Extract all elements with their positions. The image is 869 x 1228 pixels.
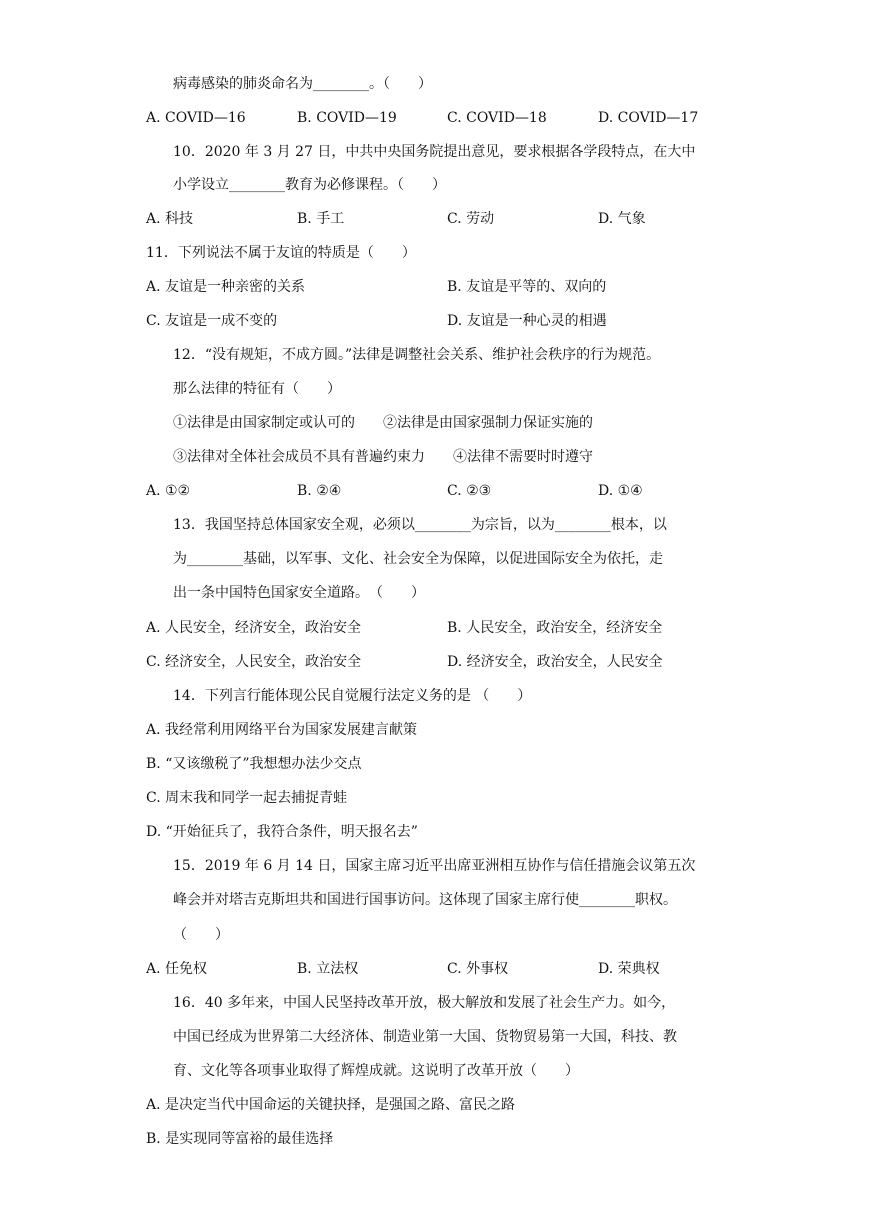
q15-option-b: B. 立法权	[297, 961, 359, 977]
q10-option-c: C. 劳动	[447, 211, 495, 227]
question-15-line-2: 峰会并对塔吉克斯坦共和国进行国事访问。这体现了国家主席行使________职权。	[173, 892, 677, 908]
q10-option-a: A. 科技	[146, 211, 194, 227]
q14-option-a: A. 我经常利用网络平台为国家发展建言献策	[146, 722, 418, 738]
question-10-line-1: 10．2020 年 3 月 27 日，中共中央国务院提出意见，要求根据各学段特点，在大中	[173, 144, 696, 160]
q11-option-d: D. 友谊是一种心灵的相遇	[447, 313, 607, 329]
q9-option-c: C. COVID—18	[447, 110, 547, 126]
q15-option-d: D. 荣典权	[598, 961, 660, 977]
q12-option-a: A. ①②	[146, 483, 191, 499]
question-9-continuation: 病毒感染的肺炎命名为________。（ ）	[173, 76, 432, 92]
q16-option-a: A. 是决定当代中国命运的关键抉择，是强国之路、富民之路	[146, 1097, 516, 1113]
q15-option-c: C. 外事权	[447, 961, 509, 977]
question-10-line-2: 小学设立________教育为必修课程。（ ）	[173, 177, 446, 193]
q11-option-a: A. 友谊是一种亲密的关系	[146, 279, 306, 295]
q16-option-b: B. 是实现同等富裕的最佳选择	[146, 1131, 334, 1147]
question-14-stem: 14．下列言行能体现公民自觉履行法定义务的是 （ ）	[173, 688, 532, 704]
q12-option-d: D. ①④	[598, 483, 643, 499]
q15-option-a: A. 任免权	[146, 961, 208, 977]
q13-option-a: A. 人民安全，经济安全，政治安全	[146, 620, 362, 636]
q11-option-c: C. 友谊是一成不变的	[146, 313, 278, 329]
q10-option-b: B. 手工	[297, 211, 345, 227]
question-12-statements-1: ①法律是由国家制定或认可的 ②法律是由国家强制力保证实施的	[173, 415, 593, 431]
q10-option-d: D. 气象	[598, 211, 646, 227]
question-13-line-1: 13．我国坚持总体国家安全观，必须以________为宗旨，以为________根本，以	[173, 517, 667, 533]
q13-option-b: B. 人民安全，政治安全，经济安全	[447, 620, 663, 636]
question-15-line-3: （ ）	[173, 927, 229, 943]
q14-option-d: D. “开始征兵了，我符合条件，明天报名去”	[146, 824, 418, 840]
q12-option-c: C. ②③	[447, 483, 492, 499]
q13-option-c: C. 经济安全，人民安全，政治安全	[146, 654, 362, 670]
q14-option-b: B. “又该缴税了”我想想办法少交点	[146, 756, 362, 772]
q9-option-b: B. COVID—19	[297, 110, 397, 126]
q9-option-a: A. COVID—16	[146, 110, 246, 126]
question-13-line-2: 为________基础，以军事、文化、社会安全为保障，以促进国际安全为依托，走	[173, 551, 663, 567]
q13-option-d: D. 经济安全，政治安全，人民安全	[447, 654, 663, 670]
question-12-line-1: 12．“没有规矩，不成方圆。”法律是调整社会关系、维护社会秩序的行为规范。	[173, 347, 661, 363]
question-12-line-2: 那么法律的特征有（ ）	[173, 381, 341, 397]
question-11-stem: 11．下列说法不属于友谊的特质是（ ）	[146, 245, 416, 261]
q12-option-b: B. ②④	[297, 483, 342, 499]
question-13-line-3: 出一条中国特色国家安全道路。 （ ）	[173, 585, 425, 601]
q11-option-b: B. 友谊是平等的、双向的	[447, 279, 607, 295]
q14-option-c: C. 周末我和同学一起去捕捉青蛙	[146, 790, 348, 806]
question-15-line-1: 15．2019 年 6 月 14 日，国家主席习近平出席亚洲相互协作与信任措施会议第五次	[173, 858, 696, 874]
question-16-line-1: 16．40 多年来，中国人民坚持改革开放，极大解放和发展了社会生产力。如今，	[173, 995, 676, 1011]
question-16-line-2: 中国已经成为世界第二大经济体、制造业第一大国、货物贸易第一大国，科技、教	[173, 1029, 677, 1045]
q9-option-d: D. COVID—17	[598, 110, 699, 126]
question-16-line-3: 育、文化等各项事业取得了辉煌成就。这说明了改革开放（ ）	[173, 1063, 579, 1079]
question-12-statements-2: ③法律对全体社会成员不具有普遍约束力 ④法律不需要时时遵守	[173, 449, 593, 465]
